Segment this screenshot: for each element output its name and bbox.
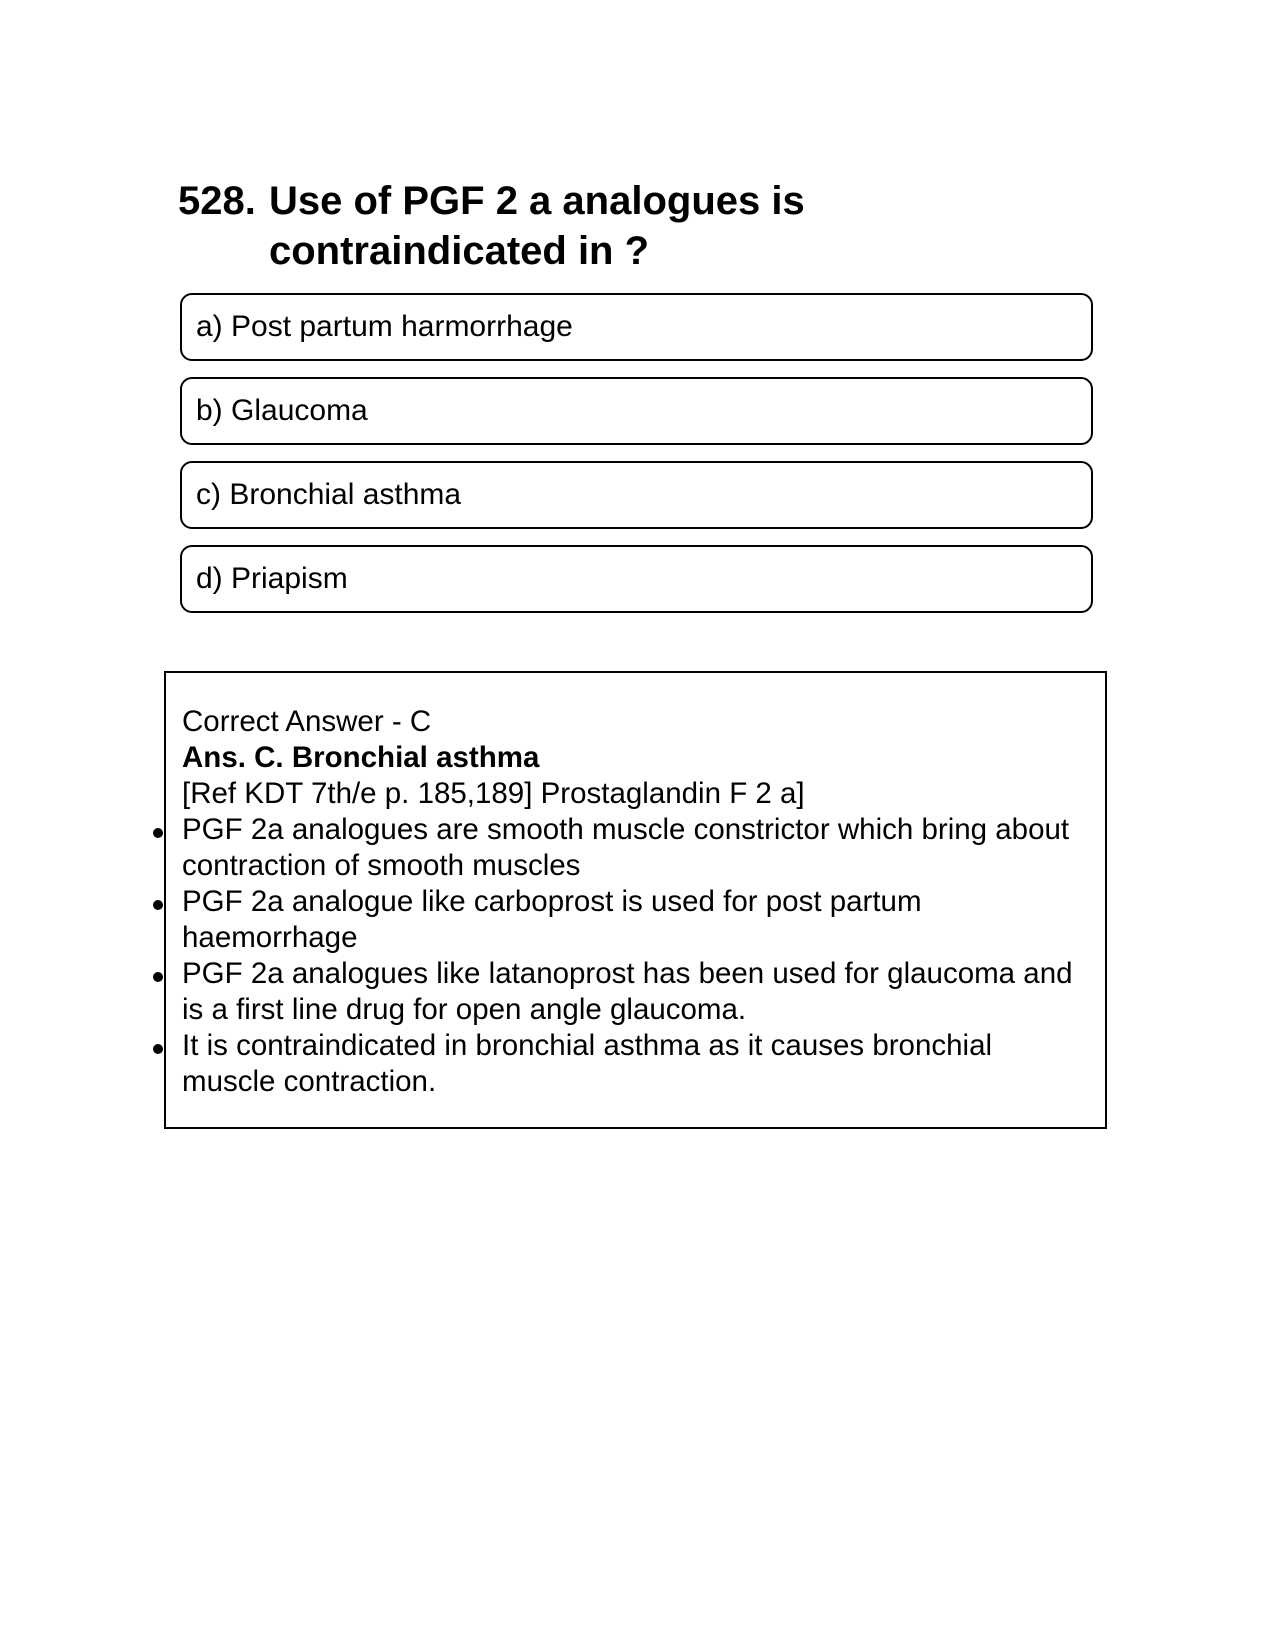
bullet-dot-icon: [153, 972, 163, 982]
bullet-text: PGF 2a analogues are smooth muscle constrictor which bring about contraction of smooth muscles: [182, 813, 1070, 882]
bullet-dot-icon: [153, 1044, 163, 1054]
answer-heading: Ans. C. Bronchial asthma: [182, 741, 540, 774]
option-d[interactable]: d) Priapism: [180, 545, 1093, 613]
bullet-text: It is contraindicated in bronchial asthma as it causes bronchial muscle contraction.: [182, 1029, 993, 1098]
option-a[interactable]: a) Post partum harmorrhage: [180, 293, 1093, 361]
bullet-text: PGF 2a analogue like carboprost is used for post partum haemorrhage: [182, 885, 922, 954]
explanation-bullet: [182, 1028, 1089, 1100]
question-number: 528.: [178, 179, 256, 223]
explanation-bullet: [182, 884, 1089, 956]
correct-answer-line: Correct Answer - C: [182, 705, 432, 738]
options-list: [180, 293, 1093, 629]
question-text: Use of PGF 2 a analogues is contraindicated in ?: [269, 179, 805, 273]
explanation-bullet: [182, 812, 1089, 884]
bullet-text: PGF 2a analogues like latanoprost has been used for glaucoma and is a first line drug for open angle glaucoma.: [182, 957, 1073, 1026]
option-b[interactable]: b) Glaucoma: [180, 377, 1093, 445]
question-heading: [178, 176, 878, 276]
explanation-bullet: [182, 956, 1089, 1028]
explanation-bullets: [182, 812, 1089, 1100]
bullet-dot-icon: [153, 900, 163, 910]
option-c[interactable]: c) Bronchial asthma: [180, 461, 1093, 529]
answer-reference: [Ref KDT 7th/e p. 185,189] Prostaglandin F 2 a]: [182, 777, 805, 810]
bullet-dot-icon: [153, 828, 163, 838]
answer-explanation-box: [164, 671, 1107, 1129]
